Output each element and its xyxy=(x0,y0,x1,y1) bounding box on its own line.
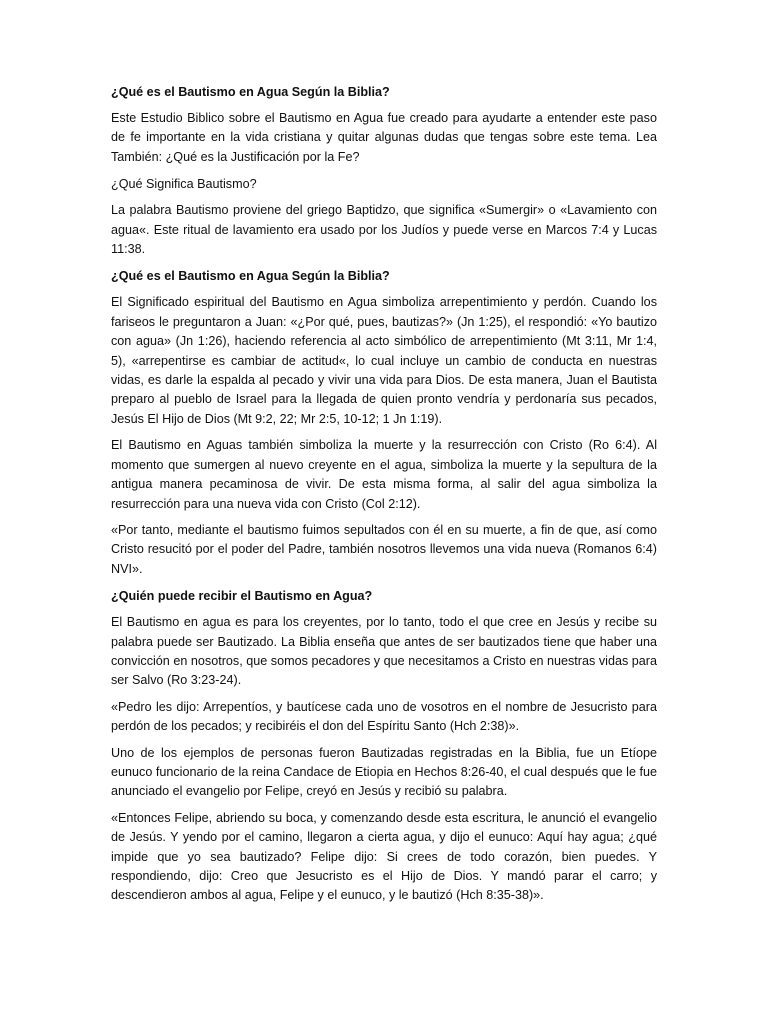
paragraph: El Significado espiritual del Bautismo en Agua simboliza arrepentimiento y perdón. Cuando los fariseos le preguntaron a Juan: «¿Por qué, pues, bautizas?» (Jn 1:25), el respondió: «Yo bautizo con agua» (Jn 1:26), haciendo referencia al acto simbólico de arrepentimiento (Mt 3:11, Mr 1:4, 5), «arrepentirse es cambiar de actitud«, lo cual incluye un cambio de conducta en nuestras vidas, es darle la espalda al pecado y vivir una vida para Dios. De esta manera, Juan el Bautista preparo al pueblo de Israel para la llegada de quien pronto vendría y perdonaría sus pecados, Jesús El Hijo de Dios (Mt 9:2, 22; Mr 2:5, 10-12; 1 Jn 1:19). xyxy=(111,295,657,426)
section-heading: ¿Qué es el Bautismo en Agua Según la Biblia? xyxy=(111,269,390,284)
paragraph: La palabra Bautismo proviene del griego Baptidzo, que significa «Sumergir» o «Lavamiento con agua«. Este ritual de lavamiento era usado por los Judíos y puede verse en Marcos 7:4 y Lucas 11:38. xyxy=(111,203,657,257)
paragraph: El Bautismo en agua es para los creyentes, por lo tanto, todo el que cree en Jesús y recibe su palabra puede ser Bautizado. La Biblia enseña que antes de ser bautizados tiene que haber una convicción en nosotros, que somos pecadores y que necesitamos a Cristo en nuestras vidas para ser Salvo (Ro 3:23-24). xyxy=(111,615,657,688)
subsection-heading: ¿Qué Significa Bautismo? xyxy=(111,177,257,192)
paragraph: Uno de los ejemplos de personas fueron Bautizadas registradas en la Biblia, fue un Etíope eunuco funcionario de la reina Candace de Etiopia en Hechos 8:26-40, el cual después que le fue anunciado el evangelio por Felipe, creyó en Jesús y recibió su palabra. xyxy=(111,745,657,799)
quote-paragraph: «Entonces Felipe, abriendo su boca, y comenzando desde esta escritura, le anunció el evangelio de Jesús. Y yendo por el camino, llegaron a cierta agua, y dijo el eunuco: Aquí hay agua; ¿qué impide que yo sea bautizado? Felipe dijo: Si crees de todo corazón, bien puedes. Y respondiendo, dijo: Creo que Jesucristo es el Hijo de Dios. Y mandó parar el carro; y descendieron ambos al agua, Felipe y el eunuco, y le bautizó (Hch 8:35-38)». xyxy=(111,810,657,903)
section-heading: ¿Quién puede recibir el Bautismo en Agua? xyxy=(111,589,373,604)
paragraph: El Bautismo en Aguas también simboliza la muerte y la resurrección con Cristo (Ro 6:4). Al momento que sumergen al nuevo creyente en el agua, simboliza la muerte y la sepultura de la antigua manera pecaminosa de vivir. De esta misma forma, al salir del agua simboliza la resurrección para una nueva vida con Cristo (Col 2:12). xyxy=(111,438,657,511)
section-heading: ¿Qué es el Bautismo en Agua Según la Biblia? xyxy=(111,85,390,99)
document-page xyxy=(111,82,657,913)
quote-paragraph: «Por tanto, mediante el bautismo fuimos sepultados con él en su muerte, a fin de que, así como Cristo resucitó por el poder del Padre, también nosotros llevemos una vida nueva (Romanos 6:4) NVI». xyxy=(111,522,657,576)
quote-paragraph: «Pedro les dijo: Arrepentíos, y bautícese cada uno de vosotros en el nombre de Jesucristo para perdón de los pecados; y recibiréis el don del Espíritu Santo (Hch 2:38)». xyxy=(111,699,657,734)
paragraph: Este Estudio Biblico sobre el Bautismo en Agua fue creado para ayudarte a entender este paso de fe importante en la vida cristiana y quitar algunas dudas que tengas sobre este tema. Lea También: ¿Qué es la Justificación por la Fe? xyxy=(111,111,657,164)
